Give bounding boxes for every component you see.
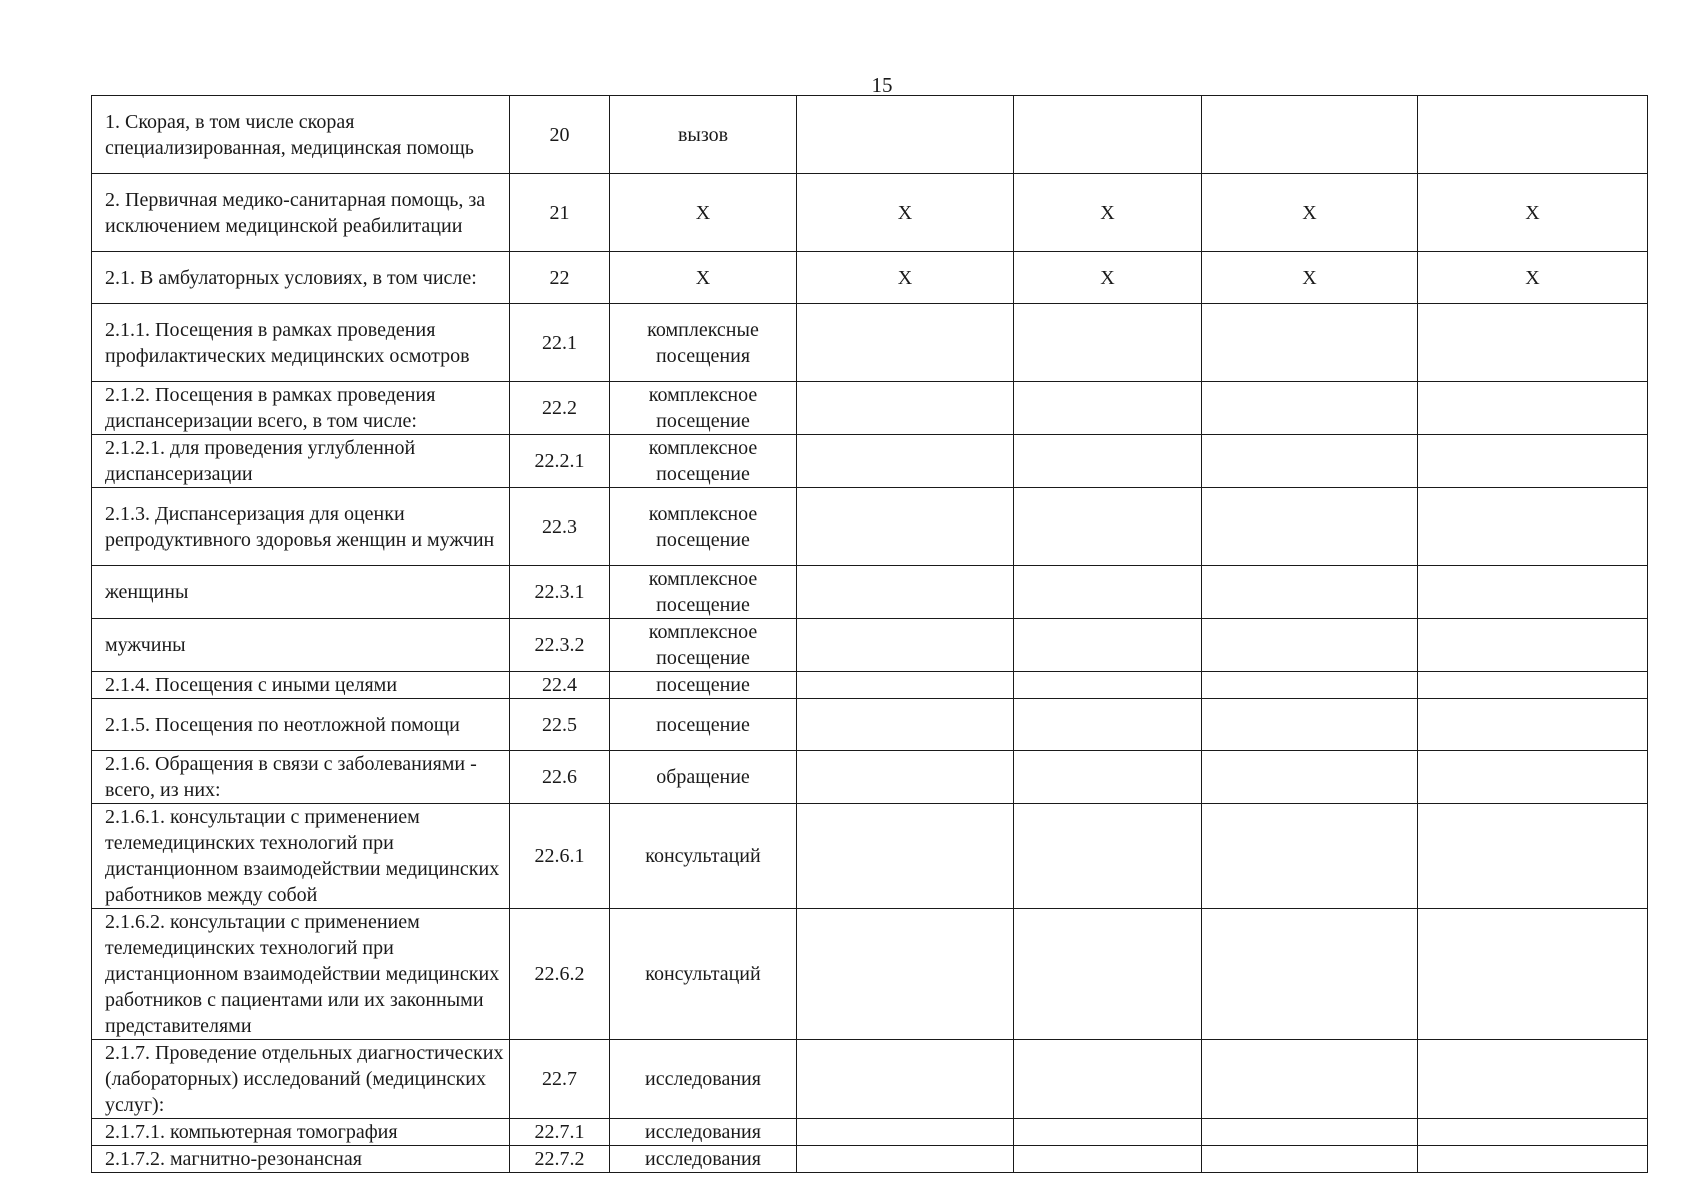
value-cell-3: X bbox=[1202, 252, 1418, 304]
row-name: 2.1.5. Посещения по неотложной помощи bbox=[92, 699, 510, 751]
row-code: 22.3 bbox=[510, 488, 610, 566]
row-code: 22.4 bbox=[510, 672, 610, 699]
row-code: 21 bbox=[510, 174, 610, 252]
value-cell-4 bbox=[1418, 566, 1648, 619]
value-cell-2 bbox=[1014, 672, 1202, 699]
unit-of-measure: комплексное посещение bbox=[610, 488, 797, 566]
value-cell-1: X bbox=[797, 174, 1014, 252]
value-cell-4: X bbox=[1418, 252, 1648, 304]
unit-of-measure: комплексное посещение bbox=[610, 619, 797, 672]
table-row bbox=[92, 96, 1648, 174]
value-cell-4 bbox=[1418, 1146, 1648, 1173]
row-code: 22.7.1 bbox=[510, 1119, 610, 1146]
value-cell-1 bbox=[797, 96, 1014, 174]
value-cell-1 bbox=[797, 566, 1014, 619]
value-cell-3 bbox=[1202, 1040, 1418, 1119]
value-cell-3 bbox=[1202, 699, 1418, 751]
value-cell-2 bbox=[1014, 1146, 1202, 1173]
value-cell-1 bbox=[797, 488, 1014, 566]
row-name: 2.1.6. Обращения в связи с заболеваниями - всего, из них: bbox=[92, 751, 510, 804]
value-cell-2 bbox=[1014, 566, 1202, 619]
value-cell-2 bbox=[1014, 699, 1202, 751]
row-name: 2.1.7.2. магнитно-резонансная bbox=[92, 1146, 510, 1173]
value-cell-2: X bbox=[1014, 174, 1202, 252]
value-cell-1 bbox=[797, 804, 1014, 909]
value-cell-1 bbox=[797, 699, 1014, 751]
table-row bbox=[92, 699, 1648, 751]
value-cell-3 bbox=[1202, 804, 1418, 909]
unit-of-measure: комплексное посещение bbox=[610, 382, 797, 435]
row-code: 22.6.1 bbox=[510, 804, 610, 909]
table-row bbox=[92, 1146, 1648, 1173]
unit-of-measure: посещение bbox=[610, 699, 797, 751]
row-name: 2.1.2. Посещения в рамках проведения диспансеризации всего, в том числе: bbox=[92, 382, 510, 435]
value-cell-3 bbox=[1202, 751, 1418, 804]
value-cell-4 bbox=[1418, 382, 1648, 435]
unit-of-measure: X bbox=[610, 252, 797, 304]
row-name: 2.1.6.2. консультации с применением телемедицинских технологий при дистанционном взаимодействии медицинских работников с пациентами или их законными представителями bbox=[92, 909, 510, 1040]
value-cell-3 bbox=[1202, 488, 1418, 566]
medical-care-volume-table bbox=[91, 95, 1648, 1173]
row-name: 2.1.3. Диспансеризация для оценки репродуктивного здоровья женщин и мужчин bbox=[92, 488, 510, 566]
table-row bbox=[92, 672, 1648, 699]
value-cell-4 bbox=[1418, 619, 1648, 672]
unit-of-measure: обращение bbox=[610, 751, 797, 804]
row-name: 2.1. В амбулаторных условиях, в том числе: bbox=[92, 252, 510, 304]
unit-of-measure: консультаций bbox=[610, 909, 797, 1040]
unit-of-measure: исследования bbox=[610, 1119, 797, 1146]
value-cell-3 bbox=[1202, 619, 1418, 672]
value-cell-2 bbox=[1014, 304, 1202, 382]
value-cell-2 bbox=[1014, 435, 1202, 488]
value-cell-2 bbox=[1014, 1119, 1202, 1146]
value-cell-2 bbox=[1014, 751, 1202, 804]
value-cell-4 bbox=[1418, 1040, 1648, 1119]
table-row bbox=[92, 382, 1648, 435]
row-name: 2.1.6.1. консультации с применением телемедицинских технологий при дистанционном взаимодействии медицинских работников между собой bbox=[92, 804, 510, 909]
table-row bbox=[92, 304, 1648, 382]
value-cell-3 bbox=[1202, 1119, 1418, 1146]
value-cell-4 bbox=[1418, 751, 1648, 804]
unit-of-measure: комплексное посещение bbox=[610, 435, 797, 488]
row-code: 22.7 bbox=[510, 1040, 610, 1119]
unit-of-measure: X bbox=[610, 174, 797, 252]
row-code: 22 bbox=[510, 252, 610, 304]
value-cell-2 bbox=[1014, 488, 1202, 566]
unit-of-measure: исследования bbox=[610, 1040, 797, 1119]
unit-of-measure: посещение bbox=[610, 672, 797, 699]
table-row bbox=[92, 488, 1648, 566]
value-cell-1 bbox=[797, 619, 1014, 672]
table-row bbox=[92, 1040, 1648, 1119]
value-cell-2 bbox=[1014, 96, 1202, 174]
value-cell-3: X bbox=[1202, 174, 1418, 252]
value-cell-4 bbox=[1418, 304, 1648, 382]
row-code: 22.2 bbox=[510, 382, 610, 435]
value-cell-1 bbox=[797, 1040, 1014, 1119]
value-cell-3 bbox=[1202, 1146, 1418, 1173]
row-code: 22.6 bbox=[510, 751, 610, 804]
value-cell-4 bbox=[1418, 909, 1648, 1040]
value-cell-2: X bbox=[1014, 252, 1202, 304]
value-cell-3 bbox=[1202, 909, 1418, 1040]
row-name: 2.1.4. Посещения с иными целями bbox=[92, 672, 510, 699]
value-cell-1: X bbox=[797, 252, 1014, 304]
value-cell-1 bbox=[797, 1119, 1014, 1146]
table-row bbox=[92, 804, 1648, 909]
table-row bbox=[92, 1119, 1648, 1146]
value-cell-4 bbox=[1418, 804, 1648, 909]
table-row bbox=[92, 174, 1648, 252]
value-cell-2 bbox=[1014, 382, 1202, 435]
value-cell-1 bbox=[797, 382, 1014, 435]
table-row bbox=[92, 435, 1648, 488]
value-cell-4 bbox=[1418, 488, 1648, 566]
value-cell-1 bbox=[797, 435, 1014, 488]
row-code: 22.3.1 bbox=[510, 566, 610, 619]
value-cell-1 bbox=[797, 304, 1014, 382]
table-row bbox=[92, 619, 1648, 672]
value-cell-2 bbox=[1014, 619, 1202, 672]
value-cell-4: X bbox=[1418, 174, 1648, 252]
table-row bbox=[92, 909, 1648, 1040]
row-code: 22.6.2 bbox=[510, 909, 610, 1040]
row-code: 22.5 bbox=[510, 699, 610, 751]
value-cell-3 bbox=[1202, 304, 1418, 382]
unit-of-measure: комплексное посещение bbox=[610, 566, 797, 619]
value-cell-3 bbox=[1202, 566, 1418, 619]
table-row bbox=[92, 566, 1648, 619]
row-code: 20 bbox=[510, 96, 610, 174]
value-cell-3 bbox=[1202, 96, 1418, 174]
value-cell-4 bbox=[1418, 435, 1648, 488]
value-cell-4 bbox=[1418, 96, 1648, 174]
row-name: 2.1.7. Проведение отдельных диагностических (лабораторных) исследований (медицинских услуг): bbox=[92, 1040, 510, 1119]
row-name: 1. Скорая, в том числе скорая специализированная, медицинская помощь bbox=[92, 96, 510, 174]
unit-of-measure: консультаций bbox=[610, 804, 797, 909]
row-name: 2.1.1. Посещения в рамках проведения профилактических медицинских осмотров bbox=[92, 304, 510, 382]
unit-of-measure: комплексные посещения bbox=[610, 304, 797, 382]
row-code: 22.3.2 bbox=[510, 619, 610, 672]
value-cell-3 bbox=[1202, 382, 1418, 435]
row-name: мужчины bbox=[92, 619, 510, 672]
row-code: 22.7.2 bbox=[510, 1146, 610, 1173]
row-name: женщины bbox=[92, 566, 510, 619]
value-cell-1 bbox=[797, 1146, 1014, 1173]
value-cell-2 bbox=[1014, 804, 1202, 909]
table-body bbox=[92, 96, 1648, 1173]
value-cell-1 bbox=[797, 751, 1014, 804]
table-row bbox=[92, 751, 1648, 804]
row-code: 22.2.1 bbox=[510, 435, 610, 488]
row-name: 2.1.7.1. компьютерная томография bbox=[92, 1119, 510, 1146]
unit-of-measure: вызов bbox=[610, 96, 797, 174]
row-name: 2.1.2.1. для проведения углубленной диспансеризации bbox=[92, 435, 510, 488]
table-row bbox=[92, 252, 1648, 304]
value-cell-1 bbox=[797, 909, 1014, 1040]
page-number: 15 bbox=[871, 73, 893, 97]
value-cell-3 bbox=[1202, 672, 1418, 699]
value-cell-1 bbox=[797, 672, 1014, 699]
value-cell-2 bbox=[1014, 1040, 1202, 1119]
value-cell-4 bbox=[1418, 1119, 1648, 1146]
row-name: 2. Первичная медико-санитарная помощь, за исключением медицинской реабилитации bbox=[92, 174, 510, 252]
value-cell-2 bbox=[1014, 909, 1202, 1040]
value-cell-4 bbox=[1418, 672, 1648, 699]
unit-of-measure: исследования bbox=[610, 1146, 797, 1173]
value-cell-3 bbox=[1202, 435, 1418, 488]
value-cell-4 bbox=[1418, 699, 1648, 751]
row-code: 22.1 bbox=[510, 304, 610, 382]
